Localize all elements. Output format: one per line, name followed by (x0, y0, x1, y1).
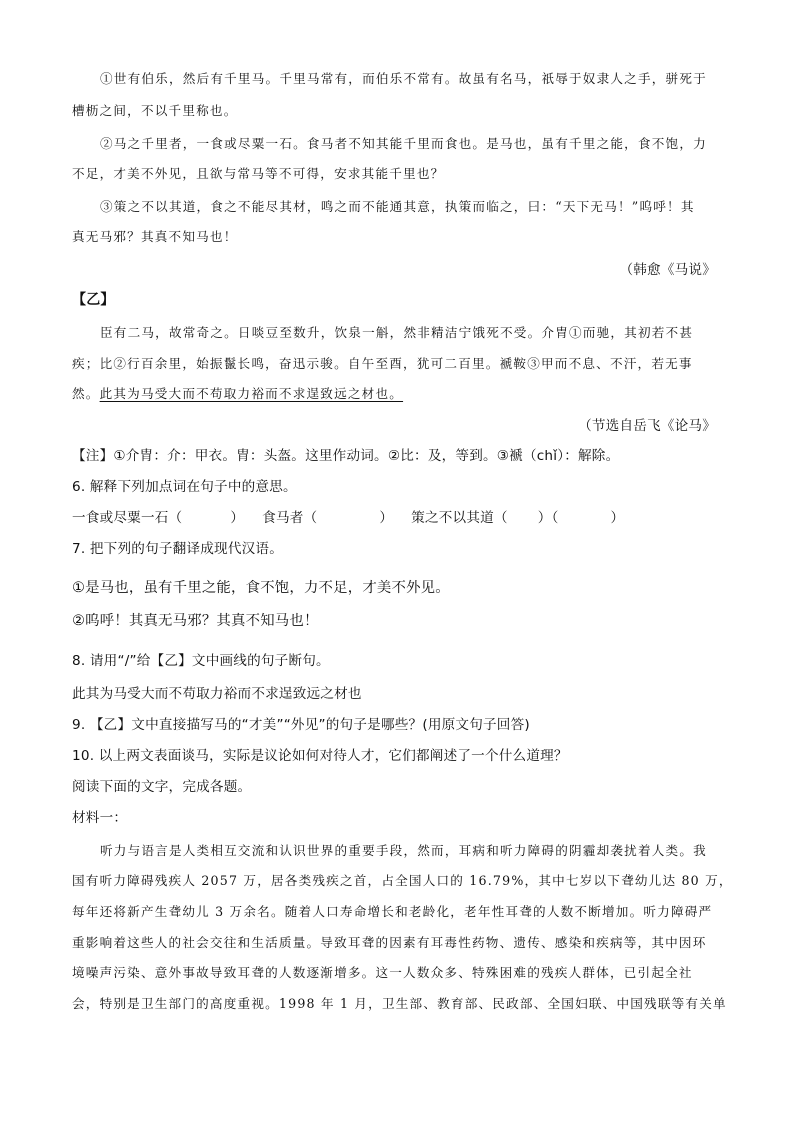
jia-source: （韩愈《马说》 (619, 262, 716, 278)
q6-item-a: 一食或尽粟一石（ (72, 510, 183, 526)
jia-paragraph-2-line-1: ②马之千里者，一食或尽粟一石。食马者不知其能千里而食也。是马也，虽有千里之能，食不饱，力 (100, 136, 707, 151)
q6-item-a-close: ） (230, 510, 245, 526)
yi-underlined-sentence: 此其为马受大而不苟取力裕而不求逞致远之材也。 (99, 386, 404, 401)
jia-paragraph-1-line-2: 槽枥之间，不以千里称也。 (72, 103, 238, 118)
material-line-5: 境噪声污染、意外事故导致耳聋的人数逐渐增多。这一人数众多、特殊困难的残疾人群体，已引起全社 (72, 965, 693, 980)
question-8: 8. 请用“/”给【乙】文中画线的句子断句。 (72, 653, 330, 669)
q6-item-c: 策之不以其道（ (411, 510, 508, 526)
annotation-note: 【注】①介胄：介：甲衣。胄：头盔。这里作动词。②比：及，等到。③褫（chǐ）：解除。 (72, 448, 620, 464)
yi-line-1: 臣有二马，故常奇之。日啖豆至数升，饮泉一斛，然非精洁宁饿死不受。介胄①而驰，其初若不甚 (100, 325, 694, 340)
yi-line-3 (72, 383, 403, 402)
question-8-sentence: 此其为马受大而不苟取力裕而不求逞致远之材也 (72, 686, 362, 702)
q6-item-b-close: ） (379, 510, 394, 526)
q6-item-b: 食马者（ (262, 510, 318, 526)
material-line-2: 国有听力障碍残疾人 2057 万，居各类残疾之首，占全国人口的 16.79%，其中七岁以下聋幼儿达 80 万， (72, 873, 733, 888)
material-line-6: 会，特别是卫生部门的高度重视。1998 年 1 月，卫生部、教育部、民政部、全国妇联、中国残联等有关单 (72, 996, 727, 1011)
jia-paragraph-2-line-2: 不足，才美不外见，且欲与常马等不可得，安求其能千里也？ (72, 166, 445, 181)
jia-paragraph-3-line-1: ③策之不以其道，食之不能尽其材，鸣之而不能通其意，执策而临之，曰：“天下无马！”呜呼！其 (100, 199, 695, 214)
question-7: 7. 把下列的句子翻译成现代汉语。 (72, 541, 284, 557)
material-line-1: 听力与语言是人类相互交流和认识世界的重要手段，然而，耳病和听力障碍的阴霾却袭扰着人类。我 (100, 843, 707, 858)
material-one-label: 材料一： (72, 810, 128, 826)
jia-paragraph-3-line-2: 真无马邪？其真不知马也！ (72, 229, 238, 244)
question-10: 10. 以上两文表面谈马，实际是议论如何对待人才，它们都阐述了一个什么道理？ (72, 748, 568, 764)
question-6: 6. 解释下列加点词在句子中的意思。 (72, 479, 297, 495)
yi-line-2: 疾；比②行百余里，始振鬣长鸣，奋迅示骏。自午至酉，犹可二百里。褫鞍③甲而不息、不汗，若无事 (72, 356, 693, 371)
question-7-sentence-2: ②呜呼！其真无马邪？其真不知马也！ (72, 613, 319, 629)
q6-item-c-close: ） (610, 510, 625, 526)
question-9: 9. 【乙】文中直接描写马的“才美”“外见”的句子是哪些？(用原文句子回答) (72, 717, 530, 733)
yi-line-3-prefix: 然。 (72, 386, 100, 401)
yi-heading: 【乙】 (72, 292, 115, 308)
question-7-sentence-1: ①是马也，虽有千里之能，食不饱，力不足，才美不外见。 (72, 580, 450, 596)
material-line-4: 重影响着这些人的社会交往和生活质量。导致耳聋的因素有耳毒性药物、遗传、感染和疾病等，其中因环 (72, 935, 707, 950)
reading-intro: 阅读下面的文字，完成各题。 (72, 779, 252, 795)
material-line-3: 每年还将新产生聋幼儿 3 万余名。随着人口寿命增长和老龄化，老年性耳聋的人数不断增加。听力障碍严 (72, 904, 713, 919)
q6-item-c-middle: ）（ (537, 510, 559, 526)
yi-source: （节选自岳飞《论马》 (578, 418, 716, 434)
jia-paragraph-1-line-1: ①世有伯乐，然后有千里马。千里马常有，而伯乐不常有。故虽有名马，祇辱于奴隶人之手，骈死于 (100, 71, 707, 86)
question-6-blanks (72, 506, 624, 526)
